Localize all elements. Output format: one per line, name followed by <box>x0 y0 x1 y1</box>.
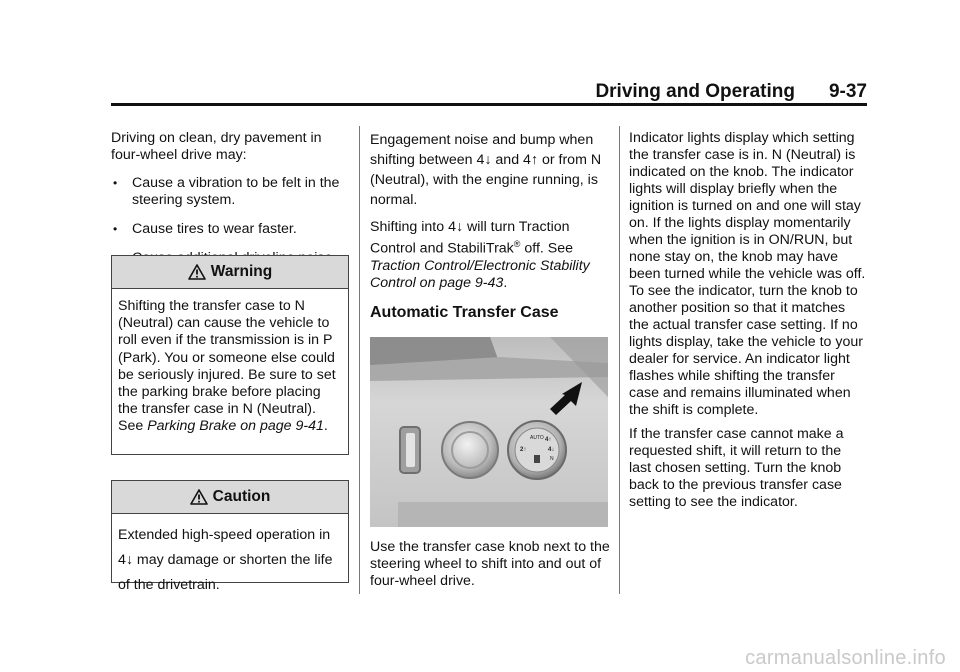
list-item: • Cause a vibration to be felt in the steering system. <box>113 175 340 208</box>
warning-triangle-icon <box>188 264 206 280</box>
caution-triangle-icon <box>190 489 208 505</box>
shift-failure-paragraph: If the transfer case cannot make a requested shift, it will return to the last chosen setting. Turn the knob back to the previous transfer case setting to see the indicator. <box>629 426 844 510</box>
four-low-arrow-icon: ↓ <box>455 219 464 235</box>
list-item: • Cause tires to wear faster. <box>113 221 297 237</box>
section-title: Driving and Operating <box>595 81 795 102</box>
knob-label-auto: AUTO <box>530 434 544 441</box>
caution-body: Extended high-speed operation in 4↓ may damage or shorten the life of the drivetrain. <box>118 527 333 593</box>
warning-header <box>112 256 348 289</box>
knob-label-four-high: 4↑ <box>545 436 552 443</box>
column-divider-1 <box>359 126 360 594</box>
knob-label-n: N <box>550 455 554 462</box>
section-heading: Automatic Transfer Case <box>370 303 559 321</box>
bullet-list <box>111 175 351 267</box>
registered-mark: ® <box>513 239 521 249</box>
page-header <box>111 80 867 104</box>
column-divider-2 <box>619 126 620 594</box>
caution-title: Caution <box>212 488 271 505</box>
watermark-text: carmanualsonline.info <box>745 647 946 669</box>
intro-paragraph: Driving on clean, dry pavement in four-wheel drive may: <box>111 130 322 163</box>
caution-header <box>112 481 348 514</box>
indicator-paragraph: Indicator lights display which setting the transfer case is in. N (Neutral) is indicated on the knob. The indicator lights will display briefly when the ignition is turned on and one will stay on. If the lights display momentarily when the ignition is in ON/RUN, but none stay on, the knob may have been turned while the vehicle was off. To see the indicator, turn the knob to another position so that it matches the actual transfer case setting. If no lights display, take the vehicle to your dealer for service. An indicator light flashes while shifting the transfer case and remains illuminated when the shift is complete. <box>629 130 866 418</box>
photo-caption: Use the transfer case knob next to the steering wheel to shift into and out of four-wheel drive. <box>370 538 610 589</box>
traction-paragraph: Shifting into 4↓ will turn Traction Control and StabiliTrak® off. See Traction Control/Electronic Stability Control on page 9-43. <box>370 219 590 291</box>
page-number: 9-37 <box>828 81 867 102</box>
caution-box <box>111 480 349 593</box>
parking-brake-reference: Parking Brake on page 9-41 <box>147 418 324 435</box>
bullet-dot-icon: • <box>113 176 118 190</box>
traction-control-reference: Traction Control/Electronic Stability Control on page 9-43 <box>370 257 590 291</box>
four-high-arrow-icon: ↑ <box>530 152 539 168</box>
four-low-arrow-icon: ↓ <box>125 552 133 568</box>
warning-title: Warning <box>210 263 273 280</box>
warning-box <box>111 255 349 455</box>
column-3 <box>629 130 867 518</box>
engagement-paragraph: Engagement noise and bump when shifting between 4↓ and 4↑ or from N (Neutral), with the engine running, is normal. <box>370 132 602 208</box>
bullet-dot-icon: • <box>113 222 118 236</box>
four-low-arrow-icon: ↓ <box>484 152 492 168</box>
knob-label-four-low: 4↓ <box>548 446 555 453</box>
column-2 <box>370 130 610 590</box>
warning-body: Shifting the transfer case to N (Neutral) can cause the vehicle to roll even if the transmission is in P (Park). You or someone else could be seriously injured. Be sure to set the parking brake before placing the transfer case in N (Neutral). See Parking Brake on page 9-41. <box>118 298 336 435</box>
knob-label-two: 2↑ <box>520 446 527 453</box>
transfer-case-knob-photo <box>370 337 608 527</box>
header-rule <box>111 103 867 106</box>
